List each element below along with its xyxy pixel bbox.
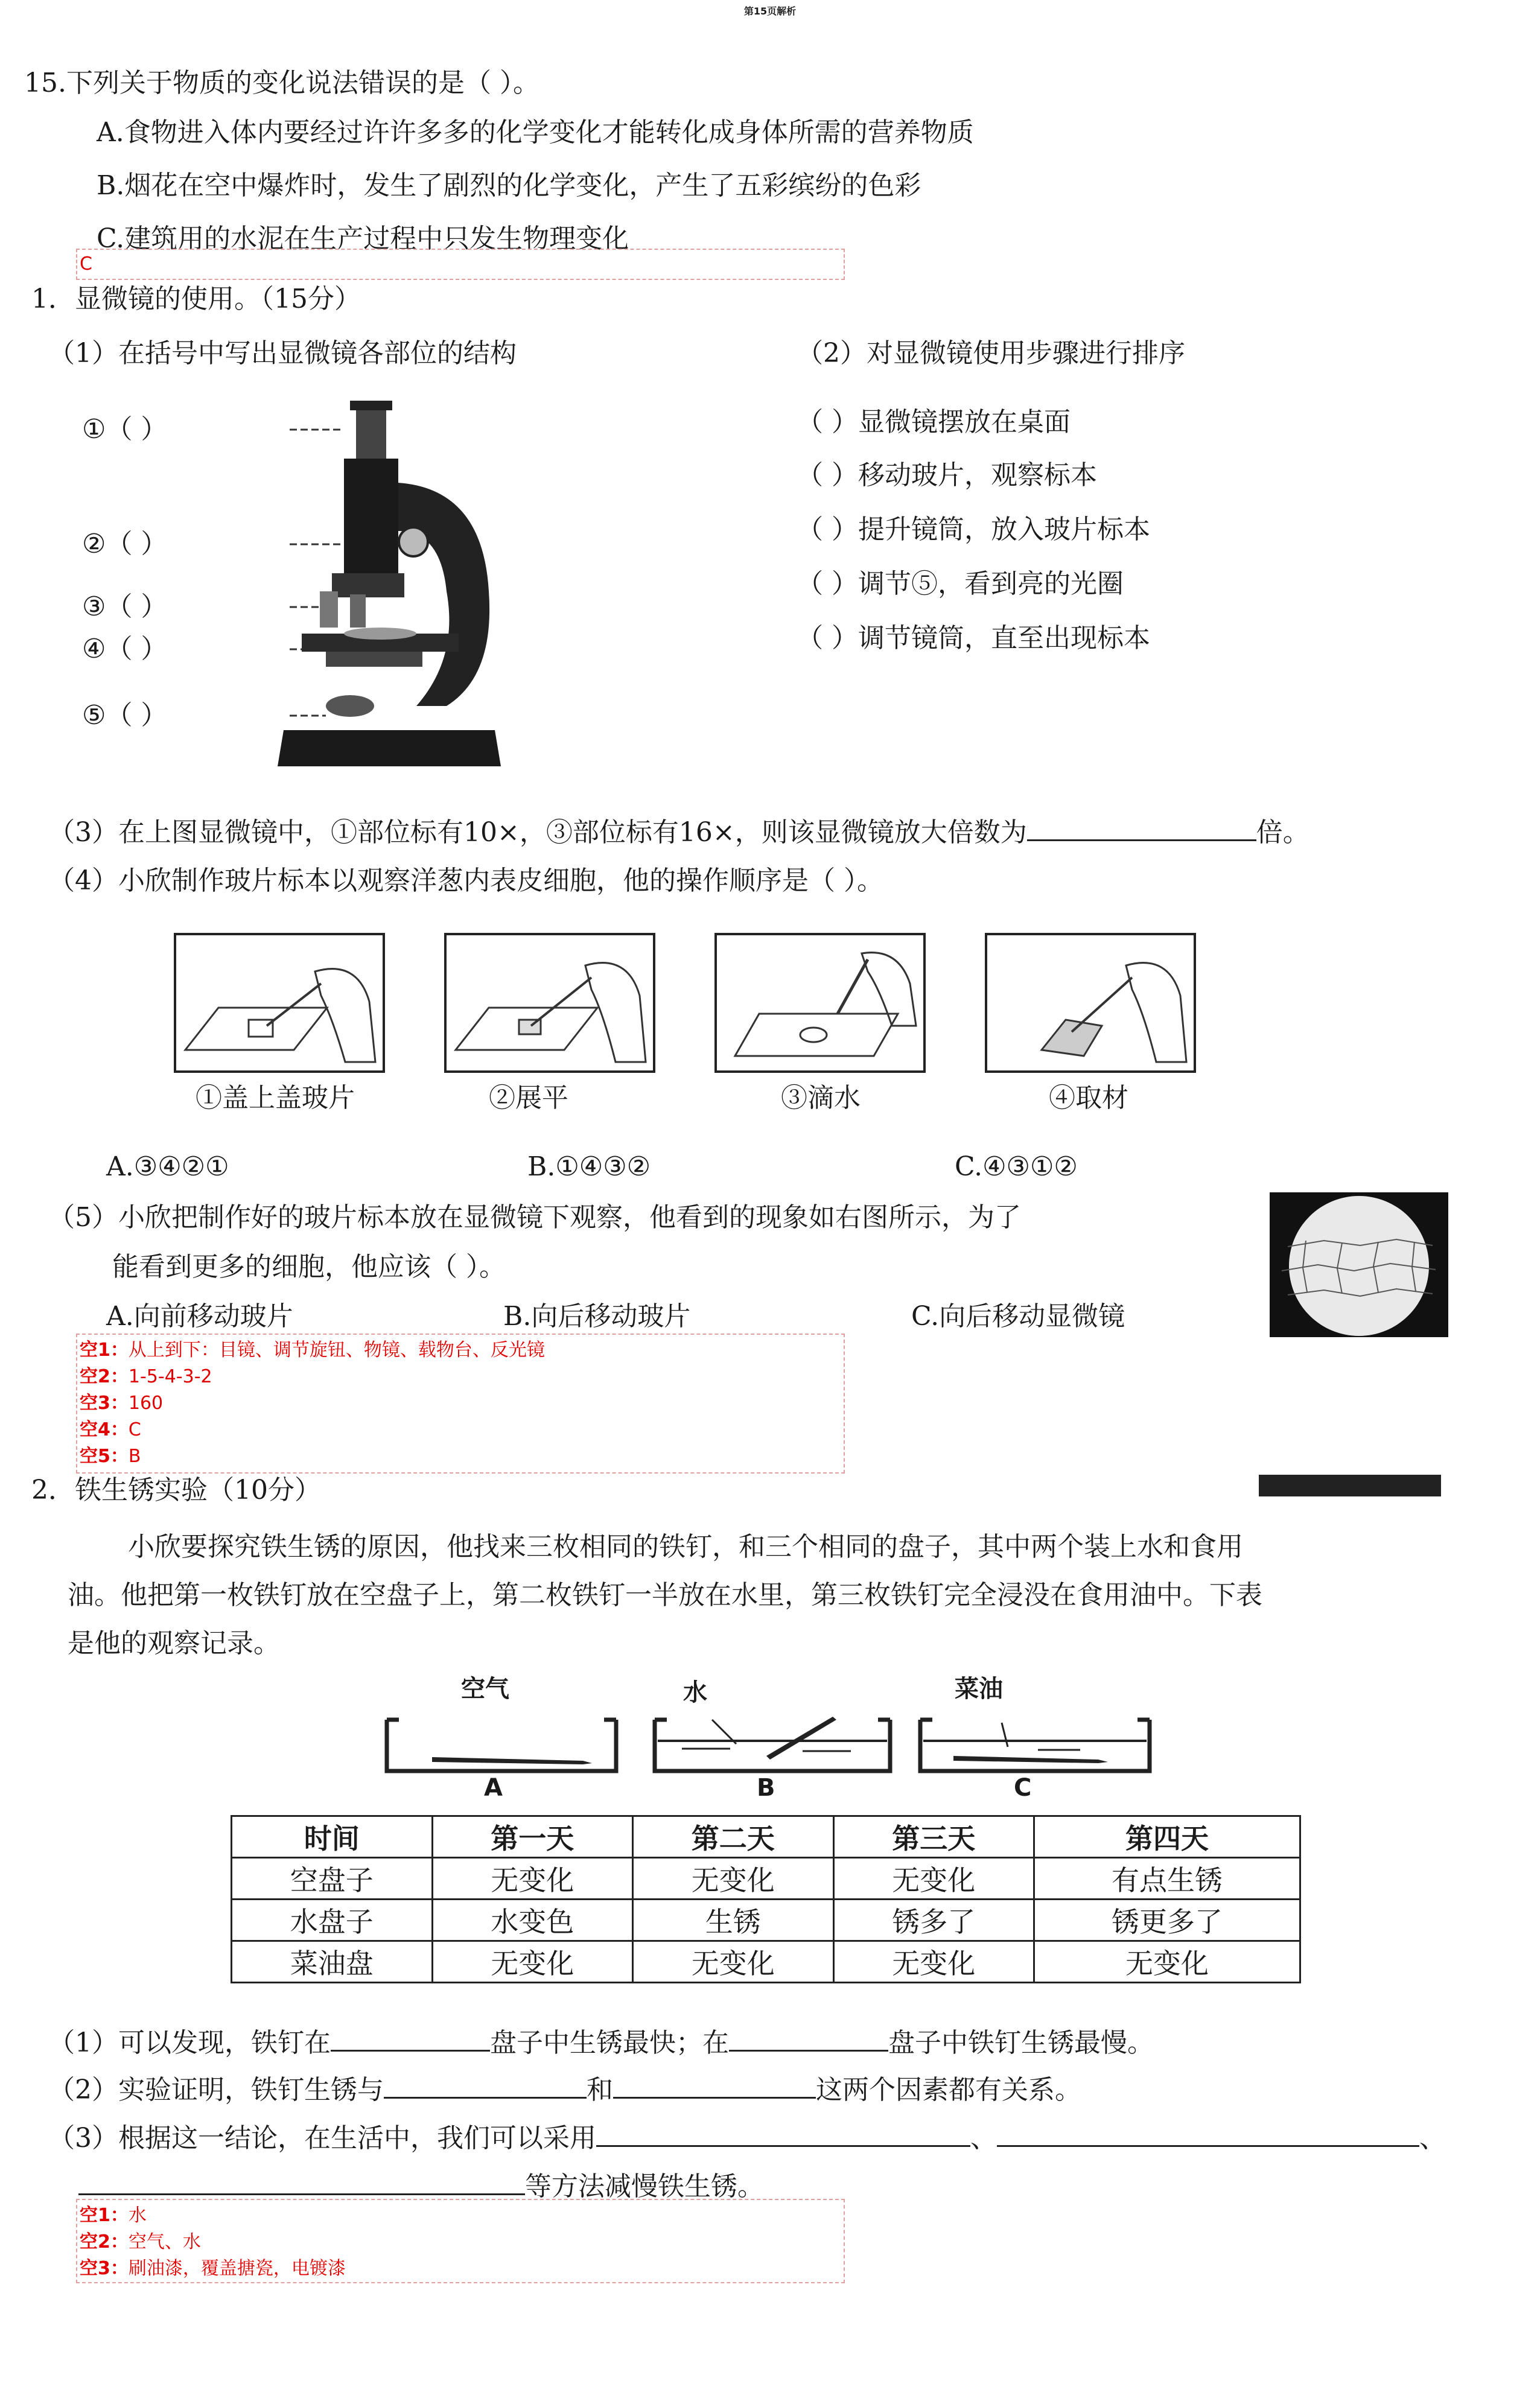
q4-option-b: B.①④③② <box>527 1151 651 1182</box>
q15-option-a: A.食物进入体内要经过许许多多的化学变化才能转化成身体所需的营养物质 <box>97 117 974 148</box>
part-label-4: ④（ ） <box>82 634 168 664</box>
s1-answer-1 <box>80 1337 545 1364</box>
s2-answer-2-value: 空气、水 <box>128 2231 201 2253</box>
table-cell: 无变化 <box>432 1858 633 1900</box>
dish-air <box>384 1714 619 1780</box>
table-cell: 空盘子 <box>232 1858 433 1900</box>
slowest-rust-blank <box>729 2026 888 2052</box>
table-cell: 无变化 <box>633 1858 834 1900</box>
dish-oil <box>917 1714 1153 1780</box>
s2-title: 2．铁生锈实验（10分） <box>31 1475 321 1506</box>
s2-answer-2-key: 空2： <box>80 2231 129 2253</box>
method-blank-3 <box>78 2169 525 2195</box>
s2-answer-1 <box>80 2202 147 2229</box>
table-header-row <box>232 1816 1300 1858</box>
label-oil: 菜油 <box>955 1675 1003 1703</box>
label-B: B <box>757 1774 775 1802</box>
step-5: （ ）调节镜筒，直至出现标本 <box>797 623 1150 653</box>
observation-table <box>231 1815 1301 1983</box>
step-2: （ ）移动玻片，观察标本 <box>797 460 1097 491</box>
part-label-2: ②（ ） <box>82 529 168 559</box>
s2-q1-part2: 盘子中生锈最快；在 <box>490 2027 729 2058</box>
s2-q3-sep2: 、 <box>1419 2123 1446 2154</box>
table-cell: 无变化 <box>432 1941 633 1983</box>
s1-answer-2-value: 1-5-4-3-2 <box>128 1366 212 1387</box>
s2-answer-3 <box>80 2256 346 2282</box>
s2-q1-part3: 盘子中铁钉生锈最慢。 <box>888 2027 1154 2058</box>
magnification-blank <box>1027 815 1256 841</box>
s2-q1-part1: （1）可以发现，铁钉在 <box>48 2027 331 2058</box>
q15-stem: 15.下列关于物质的变化说法错误的是（ ）。 <box>24 68 539 98</box>
q15-option-c: C.建筑用的水泥在生产过程中只发生物理变化 <box>97 223 629 254</box>
s2-q2-part1: （2）实验证明，铁钉生锈与 <box>48 2075 384 2105</box>
flatten-drawing <box>447 935 653 1070</box>
table-row <box>232 1858 1300 1900</box>
label-C: C <box>1014 1774 1032 1802</box>
s1-p5-line1: （5）小欣把制作好的玻片标本放在显微镜下观察，他看到的现象如右图所示，为了 <box>48 1202 1021 1233</box>
table-cell: 水变色 <box>432 1900 633 1941</box>
table-header-cell: 时间 <box>232 1816 433 1858</box>
s2-answer-3-value: 刷油漆，覆盖搪瓷，电镀漆 <box>128 2258 346 2279</box>
step-image-flatten <box>444 933 655 1073</box>
table-cell: 锈更多了 <box>1034 1900 1300 1941</box>
table-cell: 无变化 <box>633 1941 834 1983</box>
s2-answer-1-key: 空1： <box>80 2205 129 2226</box>
microscope-illustration <box>266 392 519 784</box>
part-label-5: ⑤（ ） <box>82 700 168 731</box>
step-image-drip-water <box>714 933 926 1073</box>
table-cell: 水盘子 <box>232 1900 433 1941</box>
table-header-cell: 第二天 <box>633 1816 834 1858</box>
label-air: 空气 <box>461 1675 509 1703</box>
s1-p3-text: （3）在上图显微镜中，①部位标有10×，③部位标有16×，则该显微镜放大倍数为 <box>48 817 1027 848</box>
table-header-cell: 第一天 <box>432 1816 633 1858</box>
step-1: （ ）显微镜摆放在桌面 <box>797 407 1071 437</box>
table-header-cell: 第三天 <box>833 1816 1034 1858</box>
s1-answer-5 <box>80 1443 141 1470</box>
q5-option-a: A.向前移动玻片 <box>106 1301 293 1332</box>
s1-answer-3-key: 空3： <box>80 1393 129 1414</box>
factor-blank-1 <box>384 2073 587 2099</box>
s2-q3-end: 等方法减慢铁生锈。 <box>525 2171 764 2202</box>
s1-answer-1-value: 从上到下：目镜、调节旋钮、物镜、载物台、反光镜 <box>128 1340 545 1361</box>
caption-take-material: ④取材 <box>1049 1083 1128 1113</box>
table-cell: 有点生锈 <box>1034 1858 1300 1900</box>
s2-answer-3-key: 空3： <box>80 2258 129 2279</box>
s2-para-3: 是他的观察记录。 <box>68 1628 280 1659</box>
table-header-cell: 第四天 <box>1034 1816 1300 1858</box>
label-water: 水 <box>683 1679 707 1706</box>
step-image-cover-slip <box>174 933 385 1073</box>
s2-q2-part3: 这两个因素都有关系。 <box>816 2075 1081 2105</box>
s1-p2: （2）对显微镜使用步骤进行排序 <box>797 338 1185 369</box>
s1-p5-line2: 能看到更多的细胞，他应该（ ）。 <box>112 1251 506 1282</box>
s2-q2 <box>48 2072 1081 2108</box>
s2-para-2: 油。他把第一枚铁钉放在空盘子上，第二枚铁钉一半放在水里，第三枚铁钉完全浸没在食用油中。下表 <box>68 1580 1262 1610</box>
s2-answer-1-value: 水 <box>128 2205 147 2226</box>
s2-q1 <box>48 2025 1154 2061</box>
s1-p3 <box>48 815 1309 851</box>
caption-cover-slip: ①盖上盖玻片 <box>196 1083 355 1113</box>
step-3: （ ）提升镜筒，放入玻片标本 <box>797 514 1150 545</box>
s1-answer-5-key: 空5： <box>80 1446 129 1467</box>
label-A: A <box>484 1774 503 1802</box>
dish-water <box>652 1714 893 1780</box>
table-cell: 无变化 <box>1034 1941 1300 1983</box>
step-image-take-material <box>985 933 1196 1073</box>
s1-answer-4 <box>80 1417 141 1443</box>
q15-option-b: B.烟花在空中爆炸时，发生了剧烈的化学变化，产生了五彩缤纷的色彩 <box>97 170 921 201</box>
q15-answer: C <box>80 253 92 275</box>
s1-answer-2-key: 空2： <box>80 1366 129 1387</box>
s1-answer-3 <box>80 1390 163 1417</box>
q5-option-b: B.向后移动玻片 <box>503 1301 691 1332</box>
method-blank-1 <box>596 2121 970 2147</box>
method-blank-2 <box>997 2121 1419 2147</box>
drip-water-drawing <box>717 935 923 1070</box>
cell-view-illustration <box>1270 1192 1448 1337</box>
take-material-drawing <box>987 935 1194 1070</box>
s2-q3-sep1: 、 <box>970 2123 997 2154</box>
s1-p3-unit: 倍。 <box>1256 817 1309 848</box>
q15-answer-box <box>76 249 845 280</box>
q4-option-a: A.③④②① <box>106 1151 229 1182</box>
s1-answer-4-key: 空4： <box>80 1419 129 1440</box>
s1-answer-4-value: C <box>128 1419 141 1440</box>
table-row <box>232 1900 1300 1941</box>
q4-option-c: C.④③①② <box>955 1151 1078 1182</box>
cover-slip-drawing <box>176 935 383 1070</box>
fastest-rust-blank <box>331 2026 490 2052</box>
factor-blank-2 <box>613 2073 816 2099</box>
table-cell: 无变化 <box>833 1858 1034 1900</box>
caption-drip-water: ③滴水 <box>781 1083 861 1113</box>
s1-answer-1-key: 空1： <box>80 1340 129 1361</box>
s1-answer-3-value: 160 <box>128 1393 164 1414</box>
s1-title: 1．显微镜的使用。（15分） <box>31 284 361 314</box>
page-header: 第15页解析 <box>743 5 797 17</box>
q5-option-c: C.向后移动显微镜 <box>911 1301 1125 1332</box>
image-fragment-bar <box>1259 1475 1441 1496</box>
table-cell: 菜油盘 <box>232 1941 433 1983</box>
s2-answer-2 <box>80 2229 201 2256</box>
step-4: （ ）调节⑤，看到亮的光圈 <box>797 568 1124 599</box>
table-cell: 锈多了 <box>833 1900 1034 1941</box>
s1-p4: （4）小欣制作玻片标本以观察洋葱内表皮细胞，他的操作顺序是（ ）。 <box>48 865 883 896</box>
part-label-1: ①（ ） <box>82 414 168 445</box>
caption-flatten: ②展平 <box>489 1083 568 1113</box>
part-label-3: ③（ ） <box>82 591 168 622</box>
s1-answer-2 <box>80 1364 212 1390</box>
s2-q2-part2: 和 <box>587 2075 613 2105</box>
s1-p1: （1）在括号中写出显微镜各部位的结构 <box>48 338 517 369</box>
s2-q3 <box>48 2120 1446 2157</box>
s2-q3-part1: （3）根据这一结论，在生活中，我们可以采用 <box>48 2123 596 2154</box>
table-row <box>232 1941 1300 1983</box>
s1-answer-5-value: B <box>128 1446 141 1467</box>
table-cell: 无变化 <box>833 1941 1034 1983</box>
s2-para-1: 小欣要探究铁生锈的原因，他找来三枚相同的铁钉，和三个相同的盘子，其中两个装上水和食用 <box>128 1531 1243 1562</box>
table-cell: 生锈 <box>633 1900 834 1941</box>
